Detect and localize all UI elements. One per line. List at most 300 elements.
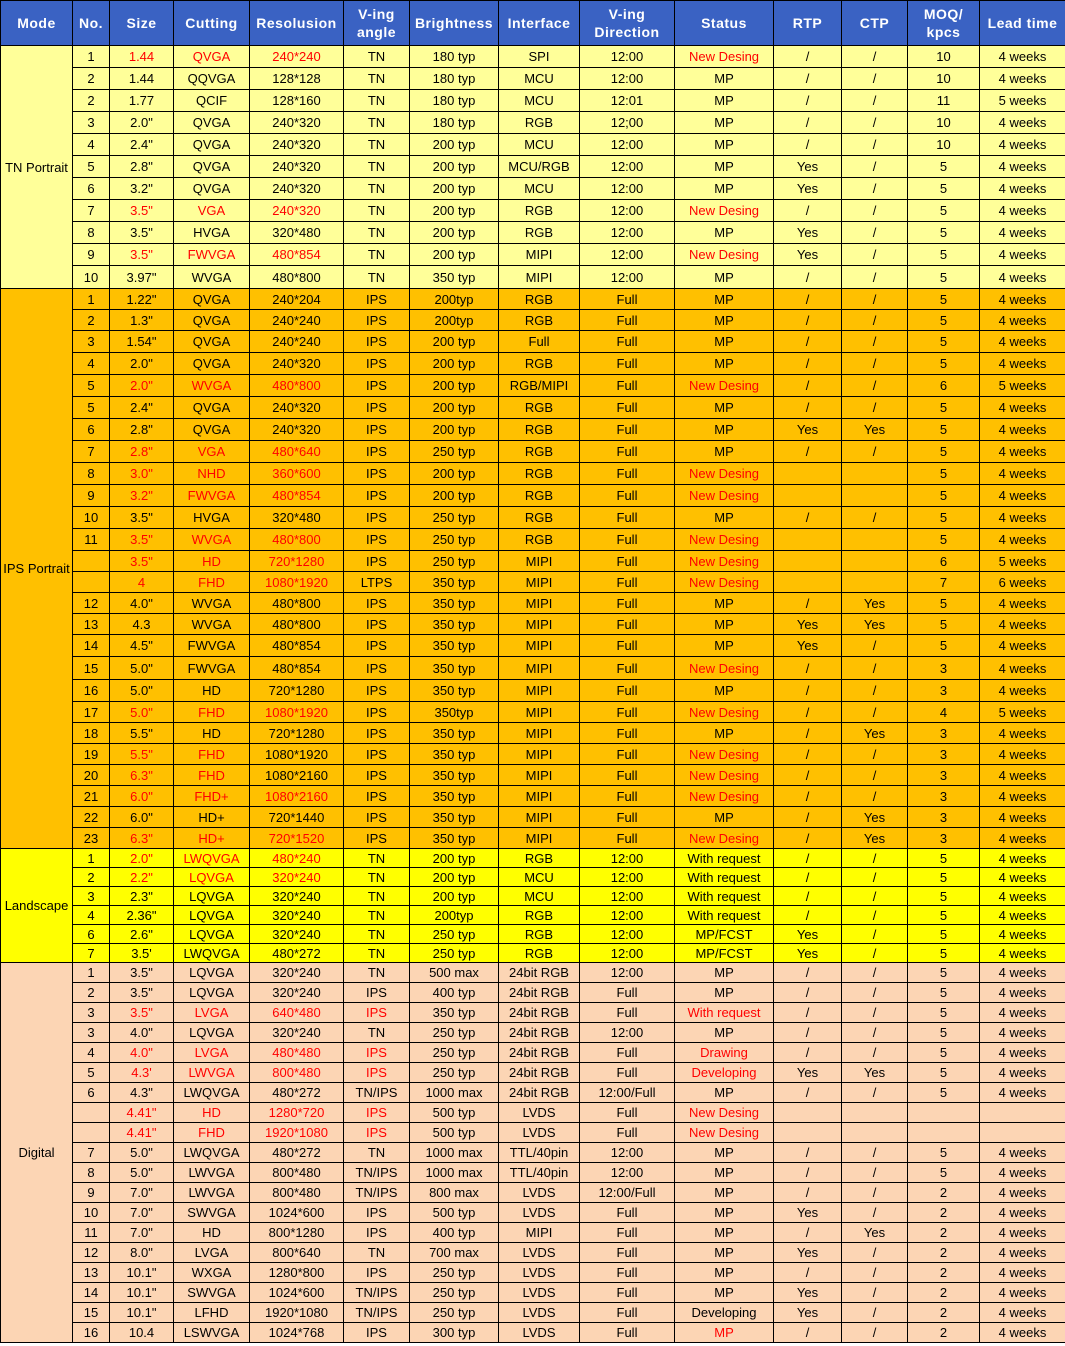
cell-v-ing-angle: TN (344, 1243, 410, 1263)
cell-no: 5 (73, 375, 110, 397)
cell-no: 2 (73, 983, 110, 1003)
cell-size: 2.4" (110, 134, 174, 156)
cell-no: 8 (73, 463, 110, 485)
cell-v-ing-angle: IPS (344, 507, 410, 529)
cell-rtp: / (774, 1003, 842, 1023)
cell-interface: MCU (499, 178, 580, 200)
cell-resolusion: 320*240 (250, 868, 344, 887)
cell-resolusion: 240*320 (250, 134, 344, 156)
cell-rtp (774, 572, 842, 593)
table-row (1, 1183, 1065, 1203)
cell-lead-time: 4 weeks (980, 1083, 1065, 1103)
cell-moq-kpcs: 5 (908, 200, 980, 222)
table-body (1, 46, 1065, 1343)
cell-interface: SPI (499, 46, 580, 68)
cell-moq-kpcs: 5 (908, 1043, 980, 1063)
cell-v-ing-direction: Full (580, 375, 675, 397)
cell-no: 17 (73, 702, 110, 723)
cell-moq-kpcs: 3 (908, 765, 980, 786)
cell-v-ing-angle: TN/IPS (344, 1283, 410, 1303)
cell-brightness: 200 typ (410, 463, 499, 485)
cell-brightness: 200 typ (410, 156, 499, 178)
column-header: Cutting (174, 1, 250, 46)
cell-brightness: 200 typ (410, 222, 499, 244)
cell-cutting: HD (174, 1103, 250, 1123)
cell-interface: Full (499, 331, 580, 353)
cell-no: 5 (73, 1063, 110, 1083)
cell-brightness: 200 typ (410, 485, 499, 507)
cell-status: New Desing (675, 765, 774, 786)
cell-ctp: / (842, 944, 908, 963)
cell-rtp: Yes (774, 1063, 842, 1083)
cell-interface: MIPI (499, 635, 580, 657)
column-header: V-ing angle (344, 1, 410, 46)
cell-ctp: / (842, 744, 908, 765)
cell-interface: MIPI (499, 266, 580, 289)
cell-ctp: Yes (842, 1223, 908, 1243)
column-header: V-ing Direction (580, 1, 675, 46)
cell-cutting: FHD+ (174, 786, 250, 807)
cell-lead-time: 6 weeks (980, 572, 1065, 593)
table-row (1, 134, 1065, 156)
cell-size: 1.22" (110, 289, 174, 310)
cell-ctp: / (842, 1003, 908, 1023)
cell-v-ing-direction: 12:00 (580, 1023, 675, 1043)
cell-cutting: SWVGA (174, 1283, 250, 1303)
cell-status: MP (675, 593, 774, 614)
cell-no: 8 (73, 222, 110, 244)
cell-no: 6 (73, 178, 110, 200)
cell-moq-kpcs: 5 (908, 397, 980, 419)
cell-v-ing-angle: IPS (344, 1123, 410, 1143)
cell-no (73, 1103, 110, 1123)
cell-status: MP (675, 614, 774, 635)
cell-rtp: / (774, 1023, 842, 1043)
cell-size: 7.0" (110, 1183, 174, 1203)
cell-size: 4.5" (110, 635, 174, 657)
cell-v-ing-direction: 12:00 (580, 963, 675, 983)
cell-resolusion: 480*240 (250, 849, 344, 868)
cell-moq-kpcs: 5 (908, 529, 980, 551)
cell-rtp: / (774, 906, 842, 925)
cell-no: 15 (73, 1303, 110, 1323)
cell-moq-kpcs: 3 (908, 657, 980, 680)
mode-cell: TN Portrait (1, 46, 73, 289)
cell-ctp: / (842, 1243, 908, 1263)
cell-rtp: / (774, 68, 842, 90)
cell-size: 10.1" (110, 1263, 174, 1283)
cell-interface: 24bit RGB (499, 1063, 580, 1083)
cell-interface: RGB (499, 441, 580, 463)
table-row (1, 310, 1065, 331)
cell-brightness: 250 typ (410, 1263, 499, 1283)
cell-status: With request (675, 868, 774, 887)
cell-ctp: / (842, 868, 908, 887)
table-row (1, 1123, 1065, 1143)
cell-v-ing-direction: 12:00 (580, 222, 675, 244)
cell-moq-kpcs: 3 (908, 744, 980, 765)
cell-cutting: QQVGA (174, 68, 250, 90)
cell-status: MP (675, 680, 774, 702)
cell-brightness: 350 typ (410, 593, 499, 614)
header-row (1, 1, 1065, 46)
cell-brightness: 200typ (410, 310, 499, 331)
cell-rtp: Yes (774, 614, 842, 635)
cell-ctp: / (842, 46, 908, 68)
cell-brightness: 200 typ (410, 244, 499, 266)
cell-ctp: / (842, 200, 908, 222)
cell-resolusion: 480*800 (250, 529, 344, 551)
cell-rtp (774, 1123, 842, 1143)
cell-lead-time: 4 weeks (980, 134, 1065, 156)
cell-status: MP (675, 419, 774, 441)
cell-lead-time: 4 weeks (980, 156, 1065, 178)
cell-brightness: 250 typ (410, 944, 499, 963)
table-row (1, 289, 1065, 310)
cell-moq-kpcs: 5 (908, 419, 980, 441)
table-row (1, 906, 1065, 925)
cell-size: 10.4 (110, 1323, 174, 1343)
cell-ctp: / (842, 1303, 908, 1323)
cell-interface: RGB (499, 485, 580, 507)
cell-status: MP (675, 1323, 774, 1343)
cell-lead-time: 4 weeks (980, 1063, 1065, 1083)
cell-status: New Desing (675, 529, 774, 551)
cell-status: MP (675, 397, 774, 419)
cell-rtp: Yes (774, 244, 842, 266)
cell-resolusion: 800*640 (250, 1243, 344, 1263)
cell-moq-kpcs: 3 (908, 723, 980, 744)
cell-no: 20 (73, 765, 110, 786)
cell-resolusion: 720*1280 (250, 723, 344, 744)
cell-brightness: 350 typ (410, 266, 499, 289)
cell-lead-time: 4 weeks (980, 244, 1065, 266)
cell-v-ing-angle: TN (344, 46, 410, 68)
cell-v-ing-direction: Full (580, 1243, 675, 1263)
table-row (1, 635, 1065, 657)
cell-lead-time: 4 weeks (980, 786, 1065, 807)
cell-cutting: LFHD (174, 1303, 250, 1323)
cell-ctp: / (842, 1043, 908, 1063)
cell-brightness: 180 typ (410, 68, 499, 90)
cell-rtp: / (774, 289, 842, 310)
cell-v-ing-direction: 12:00 (580, 134, 675, 156)
cell-v-ing-angle: TN (344, 868, 410, 887)
cell-interface: LVDS (499, 1323, 580, 1343)
cell-no: 4 (73, 134, 110, 156)
cell-cutting: LSWVGA (174, 1323, 250, 1343)
cell-no: 6 (73, 925, 110, 944)
cell-v-ing-angle: TN (344, 178, 410, 200)
cell-size: 3.5" (110, 529, 174, 551)
cell-status: MP (675, 635, 774, 657)
cell-ctp: Yes (842, 828, 908, 849)
cell-interface: MIPI (499, 680, 580, 702)
cell-v-ing-angle: IPS (344, 551, 410, 572)
cell-moq-kpcs: 5 (908, 222, 980, 244)
cell-interface: MIPI (499, 765, 580, 786)
column-header: RTP (774, 1, 842, 46)
cell-size: 3.5" (110, 200, 174, 222)
cell-size: 3.5" (110, 507, 174, 529)
table-row (1, 90, 1065, 112)
cell-no: 4 (73, 1043, 110, 1063)
cell-ctp: / (842, 266, 908, 289)
cell-v-ing-angle: IPS (344, 1103, 410, 1123)
mode-cell: Digital (1, 963, 73, 1343)
cell-ctp: / (842, 244, 908, 266)
cell-cutting: QVGA (174, 310, 250, 331)
cell-status: MP (675, 507, 774, 529)
cell-status: MP (675, 266, 774, 289)
cell-cutting: LWVGA (174, 1183, 250, 1203)
cell-lead-time: 5 weeks (980, 702, 1065, 723)
cell-interface: MIPI (499, 702, 580, 723)
cell-ctp: / (842, 353, 908, 375)
cell-ctp: / (842, 680, 908, 702)
cell-lead-time: 5 weeks (980, 551, 1065, 572)
cell-status: MP (675, 222, 774, 244)
cell-rtp (774, 551, 842, 572)
cell-status: New Desing (675, 828, 774, 849)
cell-brightness: 250 typ (410, 1283, 499, 1303)
cell-size: 5.0" (110, 1143, 174, 1163)
cell-v-ing-direction: Full (580, 807, 675, 828)
cell-no: 10 (73, 266, 110, 289)
cell-lead-time: 4 weeks (980, 1143, 1065, 1163)
cell-size: 5.0" (110, 657, 174, 680)
cell-interface: LVDS (499, 1263, 580, 1283)
cell-cutting: LQVGA (174, 925, 250, 944)
cell-ctp (842, 529, 908, 551)
cell-moq-kpcs (908, 1103, 980, 1123)
cell-cutting: LWQVGA (174, 1083, 250, 1103)
cell-ctp: Yes (842, 723, 908, 744)
cell-resolusion: 240*320 (250, 397, 344, 419)
cell-v-ing-direction: Full (580, 1043, 675, 1063)
cell-size: 3.5" (110, 222, 174, 244)
cell-no: 14 (73, 635, 110, 657)
cell-size: 4.0" (110, 593, 174, 614)
cell-rtp: / (774, 1163, 842, 1183)
cell-interface: RGB (499, 397, 580, 419)
cell-ctp: / (842, 289, 908, 310)
cell-lead-time: 4 weeks (980, 310, 1065, 331)
cell-v-ing-direction: Full (580, 702, 675, 723)
cell-ctp (842, 485, 908, 507)
table-row (1, 551, 1065, 572)
cell-moq-kpcs: 5 (908, 441, 980, 463)
cell-ctp: / (842, 657, 908, 680)
cell-brightness: 250 typ (410, 1303, 499, 1323)
cell-v-ing-direction: Full (580, 529, 675, 551)
cell-resolusion: 240*320 (250, 200, 344, 222)
table-row (1, 1163, 1065, 1183)
cell-cutting: FWVGA (174, 657, 250, 680)
cell-cutting: QVGA (174, 397, 250, 419)
cell-rtp (774, 529, 842, 551)
cell-interface: LVDS (499, 1103, 580, 1123)
cell-rtp: Yes (774, 1283, 842, 1303)
cell-lead-time (980, 1103, 1065, 1123)
cell-v-ing-angle: IPS (344, 593, 410, 614)
cell-lead-time: 4 weeks (980, 266, 1065, 289)
cell-ctp (842, 572, 908, 593)
cell-brightness: 400 typ (410, 983, 499, 1003)
cell-v-ing-angle: IPS (344, 614, 410, 635)
cell-lead-time: 4 weeks (980, 1223, 1065, 1243)
cell-size: 3.5" (110, 983, 174, 1003)
cell-cutting: FWVGA (174, 635, 250, 657)
cell-moq-kpcs: 6 (908, 375, 980, 397)
cell-v-ing-angle: IPS (344, 765, 410, 786)
cell-v-ing-angle: TN (344, 906, 410, 925)
cell-rtp: / (774, 1223, 842, 1243)
cell-v-ing-angle: IPS (344, 485, 410, 507)
cell-moq-kpcs: 2 (908, 1203, 980, 1223)
cell-cutting: LWQVGA (174, 849, 250, 868)
cell-interface: RGB (499, 222, 580, 244)
cell-interface: TTL/40pin (499, 1163, 580, 1183)
cell-size: 4.0" (110, 1043, 174, 1063)
cell-cutting: VGA (174, 200, 250, 222)
cell-interface: RGB (499, 112, 580, 134)
cell-no: 11 (73, 529, 110, 551)
cell-resolusion: 240*240 (250, 331, 344, 353)
cell-v-ing-angle: IPS (344, 375, 410, 397)
cell-no: 5 (73, 156, 110, 178)
cell-v-ing-angle: TN (344, 112, 410, 134)
cell-resolusion: 1080*2160 (250, 786, 344, 807)
cell-ctp: / (842, 375, 908, 397)
cell-v-ing-direction: Full (580, 680, 675, 702)
cell-cutting: LQVGA (174, 868, 250, 887)
cell-brightness: 350 typ (410, 786, 499, 807)
cell-v-ing-angle: IPS (344, 1043, 410, 1063)
cell-status: New Desing (675, 786, 774, 807)
cell-v-ing-direction: Full (580, 507, 675, 529)
cell-lead-time: 4 weeks (980, 593, 1065, 614)
cell-v-ing-direction: Full (580, 593, 675, 614)
cell-moq-kpcs: 5 (908, 887, 980, 906)
cell-cutting: WVGA (174, 266, 250, 289)
cell-cutting: HVGA (174, 222, 250, 244)
cell-size: 3.5" (110, 963, 174, 983)
cell-ctp: / (842, 963, 908, 983)
cell-resolusion: 720*1440 (250, 807, 344, 828)
cell-rtp: / (774, 1183, 842, 1203)
cell-resolusion: 1024*600 (250, 1283, 344, 1303)
cell-no: 7 (73, 944, 110, 963)
cell-v-ing-direction: Full (580, 1323, 675, 1343)
cell-v-ing-angle: TN (344, 266, 410, 289)
cell-no: 6 (73, 1083, 110, 1103)
cell-rtp: / (774, 134, 842, 156)
cell-interface: MCU (499, 868, 580, 887)
cell-resolusion: 360*600 (250, 463, 344, 485)
cell-v-ing-direction: Full (580, 1203, 675, 1223)
cell-rtp: Yes (774, 635, 842, 657)
cell-cutting: LWVGA (174, 1063, 250, 1083)
table-row (1, 680, 1065, 702)
cell-cutting: FHD (174, 572, 250, 593)
cell-interface: LVDS (499, 1243, 580, 1263)
table-row (1, 1103, 1065, 1123)
cell-no: 2 (73, 868, 110, 887)
cell-status: MP (675, 723, 774, 744)
cell-brightness: 250 typ (410, 1043, 499, 1063)
cell-brightness: 1000 max (410, 1163, 499, 1183)
cell-rtp: / (774, 887, 842, 906)
cell-no: 19 (73, 744, 110, 765)
cell-cutting: HD (174, 551, 250, 572)
cell-v-ing-angle: IPS (344, 702, 410, 723)
cell-status: New Desing (675, 200, 774, 222)
cell-no: 2 (73, 68, 110, 90)
cell-v-ing-direction: 12:00 (580, 849, 675, 868)
cell-moq-kpcs: 5 (908, 614, 980, 635)
cell-resolusion: 1080*1920 (250, 572, 344, 593)
table-row (1, 925, 1065, 944)
cell-brightness: 350 typ (410, 723, 499, 744)
cell-v-ing-angle: IPS (344, 1003, 410, 1023)
table-row (1, 744, 1065, 765)
cell-v-ing-angle: IPS (344, 983, 410, 1003)
cell-cutting: LWQVGA (174, 944, 250, 963)
cell-cutting: WVGA (174, 614, 250, 635)
cell-interface: MIPI (499, 657, 580, 680)
cell-moq-kpcs: 6 (908, 551, 980, 572)
cell-rtp: / (774, 963, 842, 983)
cell-moq-kpcs: 5 (908, 944, 980, 963)
cell-size: 6.0" (110, 807, 174, 828)
cell-brightness: 200 typ (410, 849, 499, 868)
cell-brightness: 500 typ (410, 1123, 499, 1143)
cell-rtp: / (774, 765, 842, 786)
cell-no: 9 (73, 244, 110, 266)
cell-resolusion: 800*480 (250, 1183, 344, 1203)
cell-lead-time: 4 weeks (980, 1263, 1065, 1283)
cell-resolusion: 480*800 (250, 375, 344, 397)
cell-interface: MIPI (499, 744, 580, 765)
cell-resolusion: 320*480 (250, 222, 344, 244)
cell-ctp: / (842, 68, 908, 90)
cell-rtp: / (774, 1083, 842, 1103)
cell-v-ing-direction: 12:00 (580, 266, 675, 289)
cell-interface: 24bit RGB (499, 1023, 580, 1043)
cell-size: 4.3 (110, 614, 174, 635)
cell-brightness: 1000 max (410, 1143, 499, 1163)
cell-status: MP (675, 963, 774, 983)
cell-lead-time: 4 weeks (980, 178, 1065, 200)
cell-size: 7.0" (110, 1203, 174, 1223)
cell-ctp: / (842, 397, 908, 419)
cell-v-ing-angle: IPS (344, 1063, 410, 1083)
cell-v-ing-angle: TN (344, 1143, 410, 1163)
cell-ctp: Yes (842, 1063, 908, 1083)
cell-size: 4.3' (110, 1063, 174, 1083)
cell-cutting: HVGA (174, 507, 250, 529)
cell-brightness: 350 typ (410, 572, 499, 593)
cell-resolusion: 480*854 (250, 657, 344, 680)
cell-v-ing-direction: Full (580, 289, 675, 310)
cell-lead-time: 4 weeks (980, 222, 1065, 244)
cell-status: Drawing (675, 1043, 774, 1063)
cell-size: 2.8" (110, 156, 174, 178)
cell-ctp: / (842, 765, 908, 786)
cell-moq-kpcs: 5 (908, 244, 980, 266)
cell-status: MP (675, 353, 774, 375)
